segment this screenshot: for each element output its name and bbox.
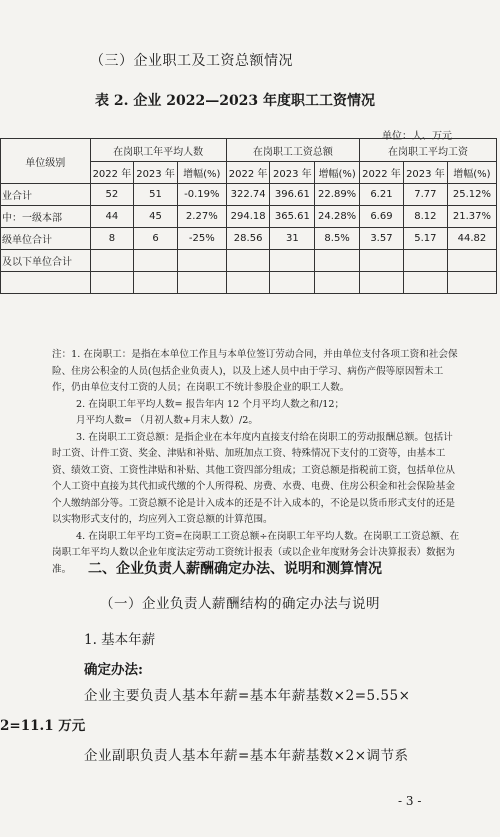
- unit-label: 单位：人、万元: [382, 131, 452, 142]
- section-heading: 二、企业负责人薪酬确定办法、说明和测算情况: [88, 561, 382, 577]
- table-cell: -0.19%: [177, 184, 226, 206]
- table-cell: 28.56: [226, 228, 270, 250]
- table-cell: 6.69: [359, 206, 403, 228]
- table-cell: 8: [90, 228, 134, 250]
- table-cell: 25.12%: [447, 184, 496, 206]
- table-row: [1, 272, 497, 294]
- table-title: 表 2. 企业 2022—2023 年度职工工资情况: [95, 93, 376, 109]
- table-row: [1, 184, 497, 206]
- year-header: 2023 年: [134, 162, 178, 184]
- body-text: 企业主要负责人基本年薪=基本年薪基数×2=5.55×: [84, 688, 411, 704]
- note-paragraph: 4. 在岗职工年平均工资=在岗职工工资总额÷在岗职工年平均人数。在岗职工工资总额、在岗职工年平均人数以企业年度法定劳动工资统计报表（或以企业年度财务会计决算报表）数据为准。: [52, 530, 460, 575]
- table-cell: [226, 250, 270, 272]
- note-paragraph: 3. 在岗职工工资总额：是指企业在本年度内直接支付给在岗职工的劳动报酬总额。包括计时工资、计件工资、奖金、津贴和补贴、加班加点工资、特殊情况下支付的工资等，由基本工资、绩效工资、工资性津贴和补贴、其他工资四部分组成；工资总额是指税前工资，包括单位从个人工资中直接为其代扣或代缴的个人所得税、房费、水费、电费、住房公积金和社会保险基金个人缴纳部分等。工资总额不论是计入成本的还是不计入成本的，不论是以货币形式支付的还是以实物形式支付的，均应列入工资总额的计算范围。: [52, 431, 455, 525]
- section-title: （三）企业职工及工资总额情况: [90, 53, 293, 69]
- table-cell: 365.61: [270, 206, 315, 228]
- item-heading: 1. 基本年薪: [84, 632, 156, 648]
- year-header: 2022 年: [359, 162, 403, 184]
- table-row: [1, 206, 497, 228]
- group-header: 在岗职工年平均人数: [90, 139, 226, 162]
- table-cell: [403, 250, 447, 272]
- method-heading: 确定办法:: [84, 662, 143, 678]
- table-cell: [90, 250, 134, 272]
- table-cell: -25%: [177, 228, 226, 250]
- table-cell: [359, 250, 403, 272]
- row-label: 级单位合计: [1, 228, 91, 250]
- table-cell: [134, 272, 178, 294]
- table-cell: 396.61: [270, 184, 315, 206]
- table-cell: 22.89%: [315, 184, 360, 206]
- group-header: 在岗职工平均工资: [359, 139, 496, 162]
- body-text: 2=11.1 万元: [0, 718, 86, 734]
- table-cell: [90, 272, 134, 294]
- table-cell: 3.57: [359, 228, 403, 250]
- table-cell: [270, 250, 315, 272]
- table-cell: [134, 250, 178, 272]
- table-row: [1, 228, 497, 250]
- table-cell: [447, 272, 496, 294]
- table-cell: [447, 250, 496, 272]
- year-header: 2022 年: [90, 162, 134, 184]
- subsection-heading: （一）企业负责人薪酬结构的确定办法与说明: [100, 596, 380, 612]
- growth-header: 增幅(%): [447, 162, 496, 184]
- table-cell: 322.74: [226, 184, 270, 206]
- table-cell: 8.5%: [315, 228, 360, 250]
- table-cell: 8.12: [403, 206, 447, 228]
- table-cell: 7.77: [403, 184, 447, 206]
- table-cell: [270, 272, 315, 294]
- body-text: 企业副职负责人基本年薪=基本年薪基数×2×调节系: [84, 748, 409, 764]
- table-cell: 24.28%: [315, 206, 360, 228]
- table-cell: 44.82: [447, 228, 496, 250]
- table-row: [1, 250, 497, 272]
- note-paragraph: 注：1. 在岗职工：是指在本单位工作且与本单位签订劳动合同，并由单位支付各项工资和社会保险、住房公积金的人员(包括企业负责人)，以及上述人员中由于学习、病伤产假等原因暂未工作，仍由单位支付工资的人员；在岗职工不统计参股企业的职工人数。: [52, 349, 458, 393]
- table-cell: [403, 272, 447, 294]
- row-label: 业合计: [1, 184, 91, 206]
- table-cell: 6: [134, 228, 178, 250]
- table-cell: 45: [134, 206, 178, 228]
- table-cell: [1, 272, 91, 294]
- row-label: 中：一级本部: [1, 206, 91, 228]
- table-notes: [52, 347, 462, 578]
- table-cell: [315, 250, 360, 272]
- growth-header: 增幅(%): [177, 162, 226, 184]
- table-cell: 51: [134, 184, 178, 206]
- growth-header: 增幅(%): [315, 162, 360, 184]
- table-cell: 52: [90, 184, 134, 206]
- table-cell: 6.21: [359, 184, 403, 206]
- group-header: 在岗职工工资总额: [226, 139, 359, 162]
- table-cell: [177, 250, 226, 272]
- table-cell: 5.17: [403, 228, 447, 250]
- table-cell: 294.18: [226, 206, 270, 228]
- table-cell: [315, 272, 360, 294]
- year-header: 2023 年: [270, 162, 315, 184]
- table-corner-header: 单位级别: [1, 139, 91, 184]
- table-cell: 2.27%: [177, 206, 226, 228]
- table-cell: 21.37%: [447, 206, 496, 228]
- note-paragraph: 2. 在岗职工年平均人数= 报告年内 12 个月平均人数之和/12；: [76, 398, 345, 410]
- page-number: - 3 -: [398, 794, 422, 808]
- salary-table: [0, 138, 497, 294]
- table-cell: [359, 272, 403, 294]
- year-header: 2023 年: [403, 162, 447, 184]
- note-paragraph: 月平均人数= （月初人数+月末人数）/2。: [76, 415, 258, 426]
- table-cell: [177, 272, 226, 294]
- table-cell: [226, 272, 270, 294]
- year-header: 2022 年: [226, 162, 270, 184]
- row-label: 及以下单位合计: [1, 250, 91, 272]
- table-cell: 44: [90, 206, 134, 228]
- table-cell: 31: [270, 228, 315, 250]
